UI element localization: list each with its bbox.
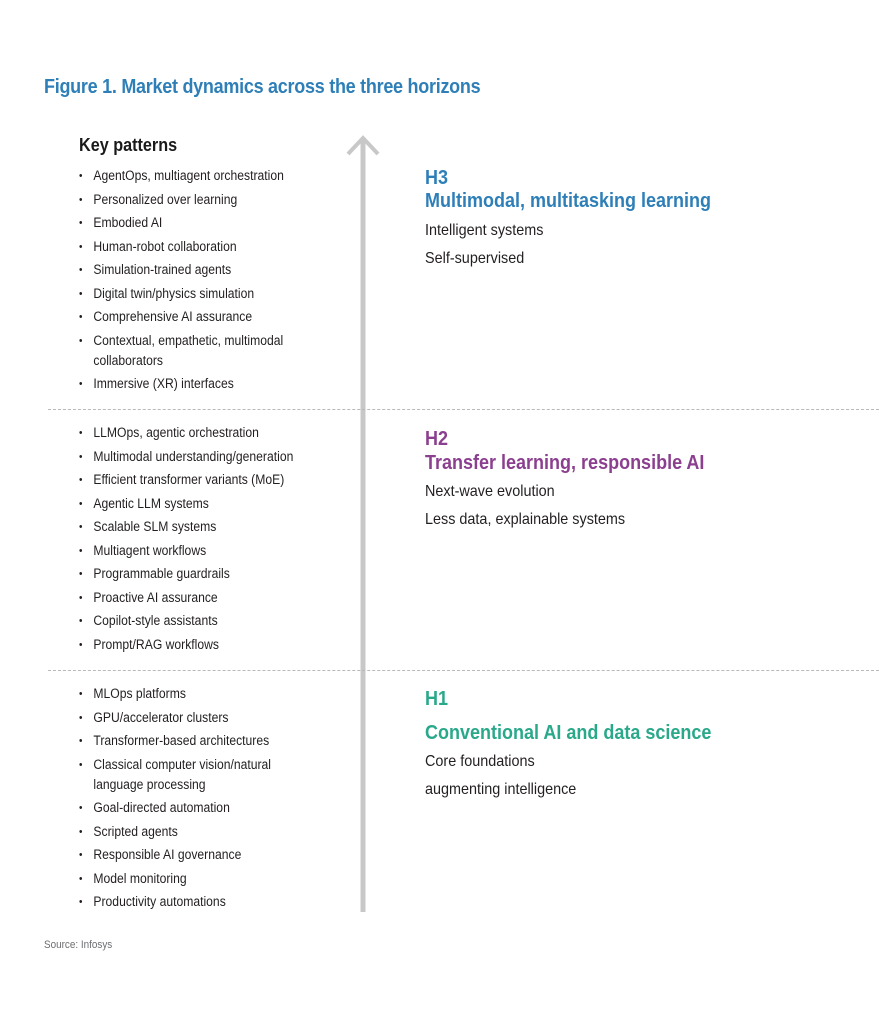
h1-title: Conventional AI and data science (425, 722, 712, 744)
h2-patterns-list (79, 423, 317, 658)
h3-patterns-list (79, 166, 307, 398)
h3-code: H3 (425, 167, 449, 189)
h2-title: Transfer learning, responsible AI (425, 452, 705, 474)
list-item: • Copilot-style assistants (79, 611, 293, 631)
h2-code: H2 (425, 428, 449, 450)
h3-line-1: Intelligent systems (425, 222, 544, 239)
divider-h2-h1 (48, 670, 879, 671)
list-item: • Scripted agents (79, 822, 271, 842)
h3-line-2: Self-supervised (425, 250, 525, 267)
list-item: • Scalable SLM systems (79, 517, 293, 537)
list-item: • MLOps platforms (79, 684, 271, 704)
list-item-continuation: collaborators (93, 352, 163, 368)
key-patterns-heading: Key patterns (79, 135, 178, 155)
list-item: • AgentOps, multiagent orchestration (79, 166, 284, 186)
list-item: • Productivity automations (79, 892, 271, 912)
list-item: • Model monitoring (79, 869, 271, 889)
list-item: • Programmable guardrails (79, 564, 293, 584)
list-item: • Multimodal understanding/generation (79, 447, 293, 467)
source-note: Source: Infosys (44, 939, 113, 951)
list-item: • Classical computer vision/natural (79, 755, 271, 775)
list-item: • Human-robot collaboration (79, 237, 284, 257)
h1-line-1: Core foundations (425, 753, 535, 770)
h1-patterns-list (79, 684, 292, 916)
list-item: • Prompt/RAG workflows (79, 635, 293, 655)
list-item: • Personalized over learning (79, 190, 284, 210)
list-item: • LLMOps, agentic orchestration (79, 423, 293, 443)
horizon-axis-arrow (340, 130, 386, 915)
list-item: • Simulation-trained agents (79, 260, 284, 280)
list-item: • Comprehensive AI assurance (79, 307, 284, 327)
list-item: • Transformer-based architectures (79, 731, 271, 751)
list-item: • Multiagent workflows (79, 541, 293, 561)
h3-title: Multimodal, multitasking learning (425, 190, 712, 212)
list-item: • Immersive (XR) interfaces (79, 374, 284, 394)
list-item: • GPU/accelerator clusters (79, 708, 271, 728)
h1-code: H1 (425, 688, 449, 710)
h2-line-2: Less data, explainable systems (425, 511, 626, 528)
list-item: • Proactive AI assurance (79, 588, 293, 608)
h2-line-1: Next-wave evolution (425, 483, 555, 500)
list-item: • Efficient transformer variants (MoE) (79, 470, 293, 490)
divider-h3-h2 (48, 409, 879, 410)
list-item: • Agentic LLM systems (79, 494, 293, 514)
list-item-continuation: language processing (93, 776, 206, 792)
list-item: • Contextual, empathetic, multimodal (79, 331, 284, 351)
list-item: • Digital twin/physics simulation (79, 284, 284, 304)
figure-title: Figure 1. Market dynamics across the three horizons (44, 76, 481, 98)
list-item: • Goal-directed automation (79, 798, 271, 818)
list-item: • Embodied AI (79, 213, 284, 233)
h1-line-2: augmenting intelligence (425, 781, 577, 798)
list-item: • Responsible AI governance (79, 845, 271, 865)
